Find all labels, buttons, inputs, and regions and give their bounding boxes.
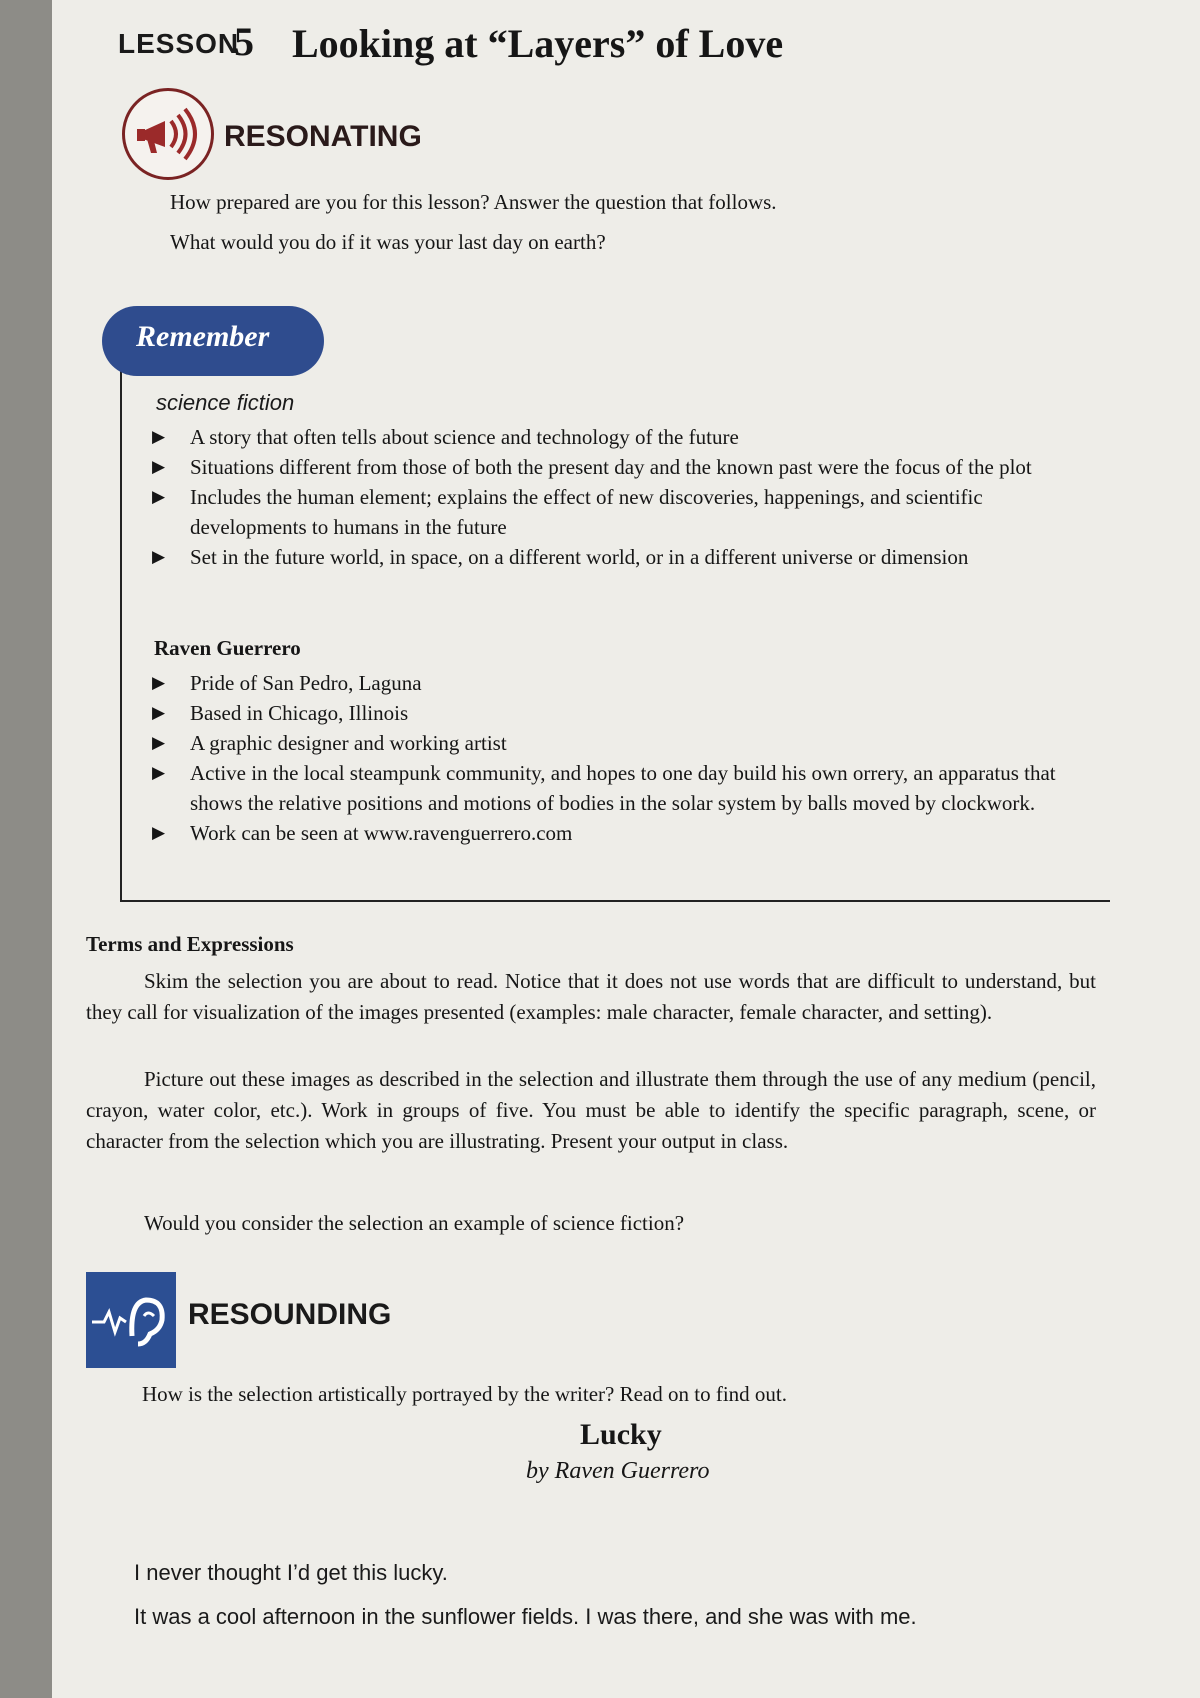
lesson-number: 5 <box>234 19 254 64</box>
resonating-prompt: How prepared are you for this lesson? Answer the question that follows. <box>170 190 777 214</box>
book-spine-shadow <box>0 0 52 1698</box>
story-author: by Raven Guerrero <box>526 1458 710 1484</box>
list-item: ▶ Work can be seen at www.ravenguerrero.com <box>152 818 1102 848</box>
arrow-bullet-icon: ▶ <box>152 457 166 476</box>
arrow-bullet-icon: ▶ <box>152 487 166 506</box>
science-fiction-list <box>152 422 1102 572</box>
list-item: ▶ Set in the future world, in space, on a different world, or in a different universe or dimension <box>152 542 1102 572</box>
remember-tab-label: Remember <box>136 320 270 353</box>
author-facts-list <box>152 668 1102 848</box>
list-item: ▶ A story that often tells about science and technology of the future <box>152 422 1102 452</box>
megaphone-icon <box>122 88 214 180</box>
resounding-heading: RESOUNDING <box>188 1298 392 1331</box>
list-item: ▶ A graphic designer and working artist <box>152 728 1102 758</box>
list-item: ▶ Active in the local steampunk community, and hopes to one day build his own orrery, an apparatus that shows the relative positions and motions of bodies in the solar system by balls moved by clockwork. <box>152 758 1102 818</box>
story-line-1: I never thought I’d get this lucky. <box>134 1560 448 1585</box>
story-title: Lucky <box>580 1418 662 1451</box>
textbook-page <box>52 0 1200 1698</box>
terms-paragraph-2: Picture out these images as described in the selection and illustrate them through the use of any medium (pencil, crayon, water color, etc.). Work in groups of five. You must be able to identify the specific paragraph, scene, or character from the selection which you are illustrating. Present your output in class. <box>86 1067 1096 1153</box>
arrow-bullet-icon: ▶ <box>152 427 166 446</box>
resonating-question: What would you do if it was your last day on earth? <box>170 230 606 254</box>
arrow-bullet-icon: ▶ <box>152 547 166 566</box>
story-line-2: It was a cool afternoon in the sunflower fields. I was there, and she was with me. <box>134 1604 917 1629</box>
arrow-bullet-icon: ▶ <box>152 673 166 692</box>
remember-subhead: science fiction <box>156 390 295 415</box>
arrow-bullet-icon: ▶ <box>152 703 166 722</box>
list-item: ▶ Situations different from those of both the present day and the known past were the focus of the plot <box>152 452 1102 482</box>
list-item: ▶ Based in Chicago, Illinois <box>152 698 1102 728</box>
lesson-label: LESSON <box>118 28 240 59</box>
list-item: ▶ Includes the human element; explains the effect of new discoveries, happenings, and scientific developments to humans in the future <box>152 482 1102 542</box>
terms-heading: Terms and Expressions <box>86 932 294 956</box>
resounding-prompt: How is the selection artistically portrayed by the writer? Read on to find out. <box>142 1382 787 1406</box>
arrow-bullet-icon: ▶ <box>152 823 166 842</box>
ear-sound-icon <box>86 1272 176 1368</box>
terms-question: Would you consider the selection an example of science fiction? <box>144 1211 685 1235</box>
list-item: ▶ Pride of San Pedro, Laguna <box>152 668 1102 698</box>
arrow-bullet-icon: ▶ <box>152 763 166 782</box>
terms-paragraph-1: Skim the selection you are about to read. Notice that it does not use words that are difficult to understand, but they call for visualization of the images presented (examples: male character, female character, and setting). <box>86 969 1096 1024</box>
resonating-heading: RESONATING <box>224 120 422 153</box>
arrow-bullet-icon: ▶ <box>152 733 166 752</box>
lesson-title: Looking at “Layers” of Love <box>292 21 784 66</box>
author-heading: Raven Guerrero <box>154 636 301 660</box>
